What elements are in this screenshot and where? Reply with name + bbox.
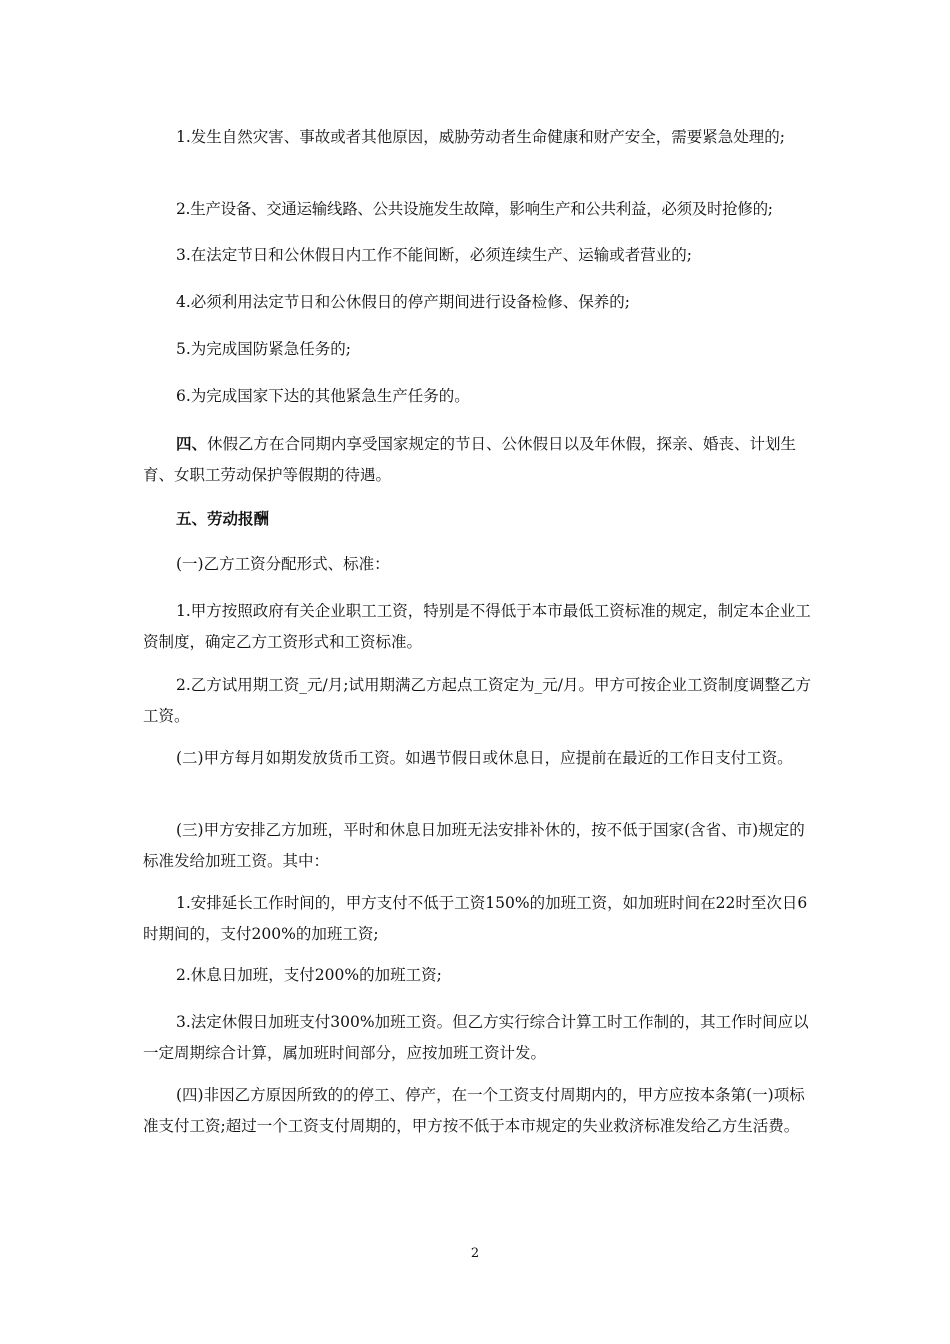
section-four-text: 休假乙方在合同期内享受国家规定的节日、公休假日以及年休假，探亲、婚丧、计划生育、女职工劳动保护等假期的待遇。 (143, 435, 797, 484)
section-four-heading: 四、 (176, 434, 208, 453)
paragraph-overtime: (三)甲方安排乙方加班，平时和休息日加班无法安排补休的，按不低于国家(含省、市)规定的标准发给加班工资。其中： (143, 821, 805, 870)
paragraph-item-3: 3.在法定节日和公休假日内工作不能间断，必须连续生产、运输或者营业的; (176, 246, 693, 264)
section-four-paragraph (143, 428, 811, 491)
paragraph-wage-payment: (二)甲方每月如期发放货币工资。如遇节假日或休息日，应提前在最近的工作日支付工资。 (176, 749, 793, 767)
paragraph-wage-form: (一)乙方工资分配形式、标准： (176, 555, 390, 573)
paragraph-overtime-2: 2.休息日加班，支付200%的加班工资; (176, 966, 442, 984)
paragraph-item-4: 4.必须利用法定节日和公休假日的停产期间进行设备检修、保养的; (176, 293, 631, 311)
paragraph-work-stoppage: (四)非因乙方原因所致的的停工、停产，在一个工资支付周期内的，甲方应按本条第(一)项标准支付工资;超过一个工资支付周期的，甲方按不低于本市规定的失业救济标准发给乙方生活费。 (143, 1086, 805, 1135)
paragraph-overtime-3: 3.法定休假日加班支付300%加班工资。但乙方实行综合计算工时工作制的，其工作时间应以一定周期综合计算，属加班时间部分，应按加班工资计发。 (143, 1013, 809, 1062)
section-five-heading: 五、劳动报酬 (176, 509, 270, 528)
paragraph-item-6: 6.为完成国家下达的其他紧急生产任务的。 (176, 387, 470, 405)
paragraph-wage-2: 2.乙方试用期工资_元/月;试用期满乙方起点工资定为_元/月。甲方可按企业工资制度调整乙方工资。 (143, 676, 811, 725)
paragraph-wage-1: 1.甲方按照政府有关企业职工工资，特别是不得低于本市最低工资标准的规定，制定本企业工资制度，确定乙方工资形式和工资标准。 (143, 602, 811, 651)
page-number: 2 (470, 1246, 480, 1261)
paragraph-item-2: 2.生产设备、交通运输线路、公共设施发生故障，影响生产和公共利益，必须及时抢修的; (176, 200, 773, 218)
paragraph-item-5: 5.为完成国防紧急任务的; (176, 340, 352, 358)
paragraph-overtime-1: 1.安排延长工作时间的，甲方支付不低于工资150%的加班工资，如加班时间在22时至次日6时期间的，支付200%的加班工资; (143, 894, 808, 943)
paragraph-item-1: 1.发生自然灾害、事故或者其他原因，威胁劳动者生命健康和财产安全，需要紧急处理的; (176, 128, 786, 146)
